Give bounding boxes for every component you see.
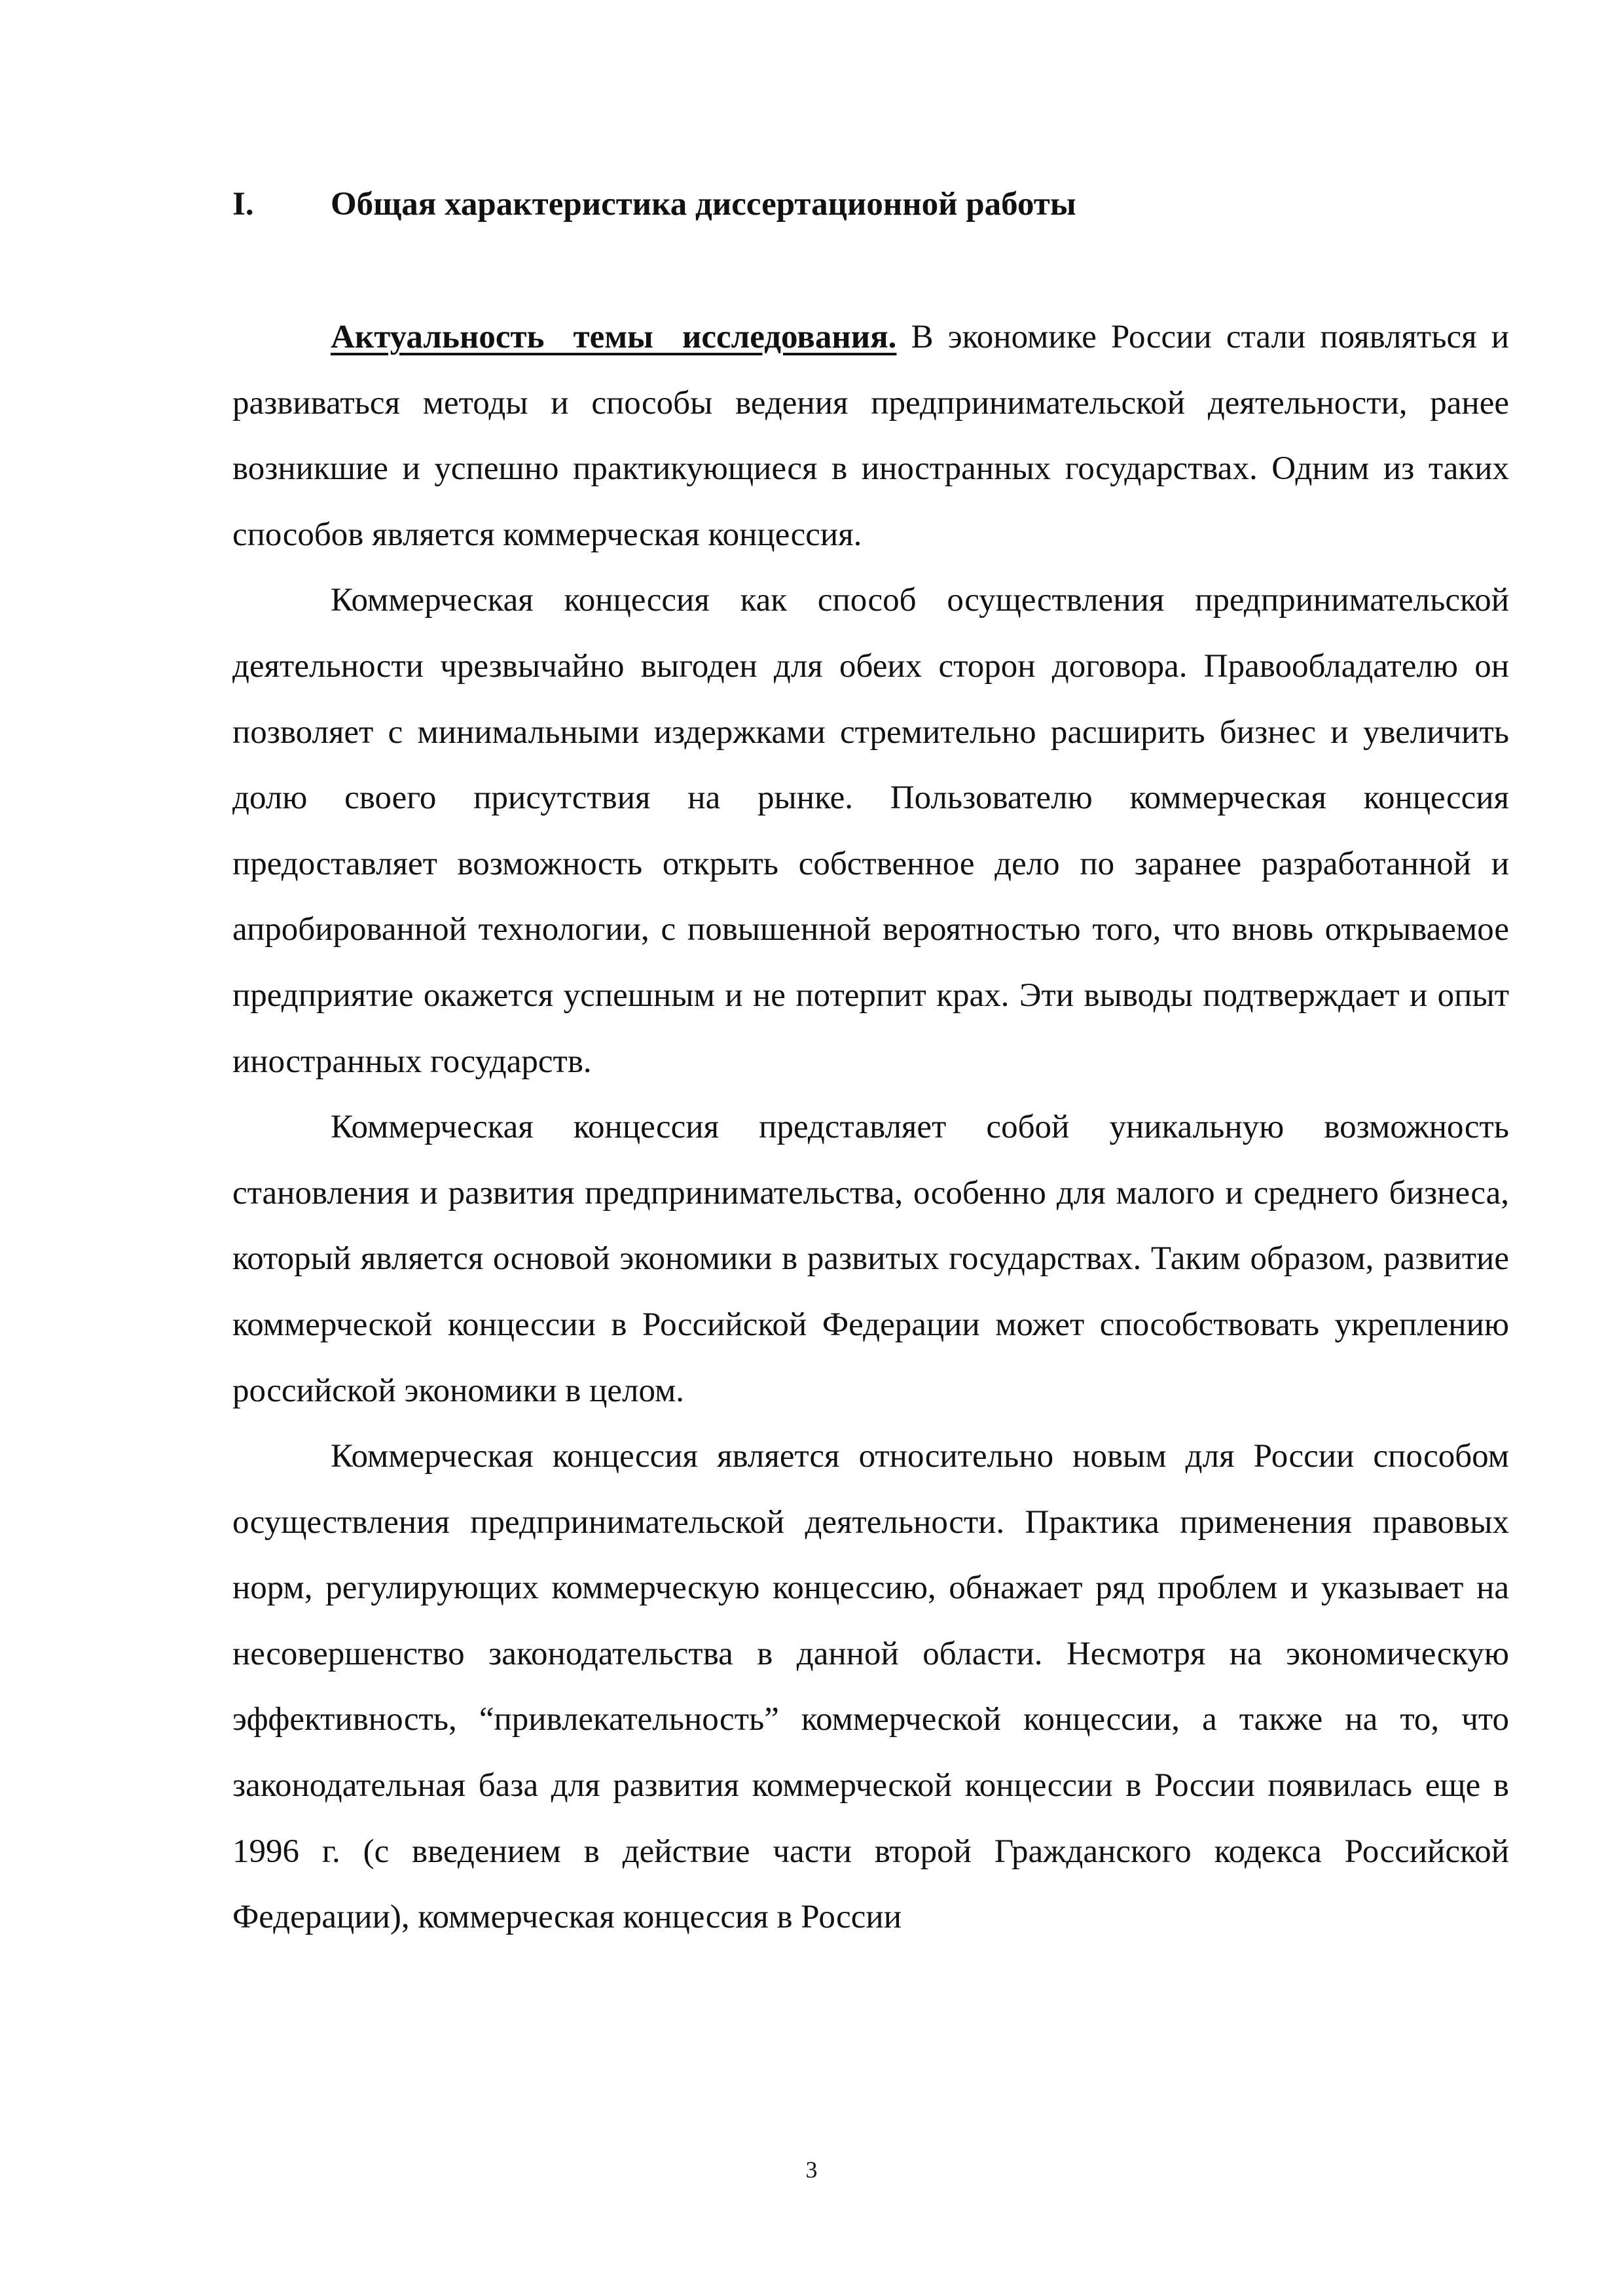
section-heading xyxy=(232,178,1509,230)
paragraph-text: В экономике России стали появляться и развиваться методы и способы ведения предпринимательской деятельности, ранее возникшие и успешно практикующиеся в иностранных государствах. Одним из таких способов является коммерческая концессия. xyxy=(232,319,1509,553)
paragraph: Коммерческая концессия представляет собой уникальную возможность становления и развития предпринимательства, особенно для малого и среднего бизнеса, который является основой экономики в развитых государствах. Таким образом, развитие коммерческой концессии в Российской Федерации может способствовать укреплению российской экономики в целом. xyxy=(232,1109,1509,1409)
section-title: Общая характеристика диссертационной работы xyxy=(331,186,1076,223)
paragraph-lead-heading: Актуальность темы исследования. xyxy=(331,319,897,355)
section-number: I. xyxy=(232,186,254,223)
paragraph: Коммерческая концессия как способ осуществления предпринимательской деятельности чрезвычайно выгоден для обеих сторон договора. Правообладателю он позволяет с минимальными издержками стремительно расширить бизнес и увеличить долю своего присутствия на рынке. Пользователю коммерческая концессия предоставляет возможность открыть собственное дело по заранее разработанной и апробированной технологии, с повышенной вероятностью того, что вновь открываемое предприятие окажется успешным и не потерпит крах. Эти выводы подтверждает и опыт иностранных государств. xyxy=(232,582,1509,1080)
paragraph-relevance xyxy=(232,304,1509,567)
paragraph: Коммерческая концессия является относительно новым для России способом осуществления предпринимательской деятельности. Практика применения правовых норм, регулирующих коммерческую концессию, обнажает ряд проблем и указывает на несовершенство законодательства в данной области. Несмотря на экономическую эффективность, “привлекательность” коммерческой концессии, а также на то, что законодательная база для развития коммерческой концессии в России появилась еще в 1996 г. (с введением в действие части второй Гражданского кодекса Российской Федерации), коммерческая концессия в России xyxy=(232,1438,1509,1936)
body-text xyxy=(232,304,1509,1950)
page-number: 3 xyxy=(805,2157,818,2183)
